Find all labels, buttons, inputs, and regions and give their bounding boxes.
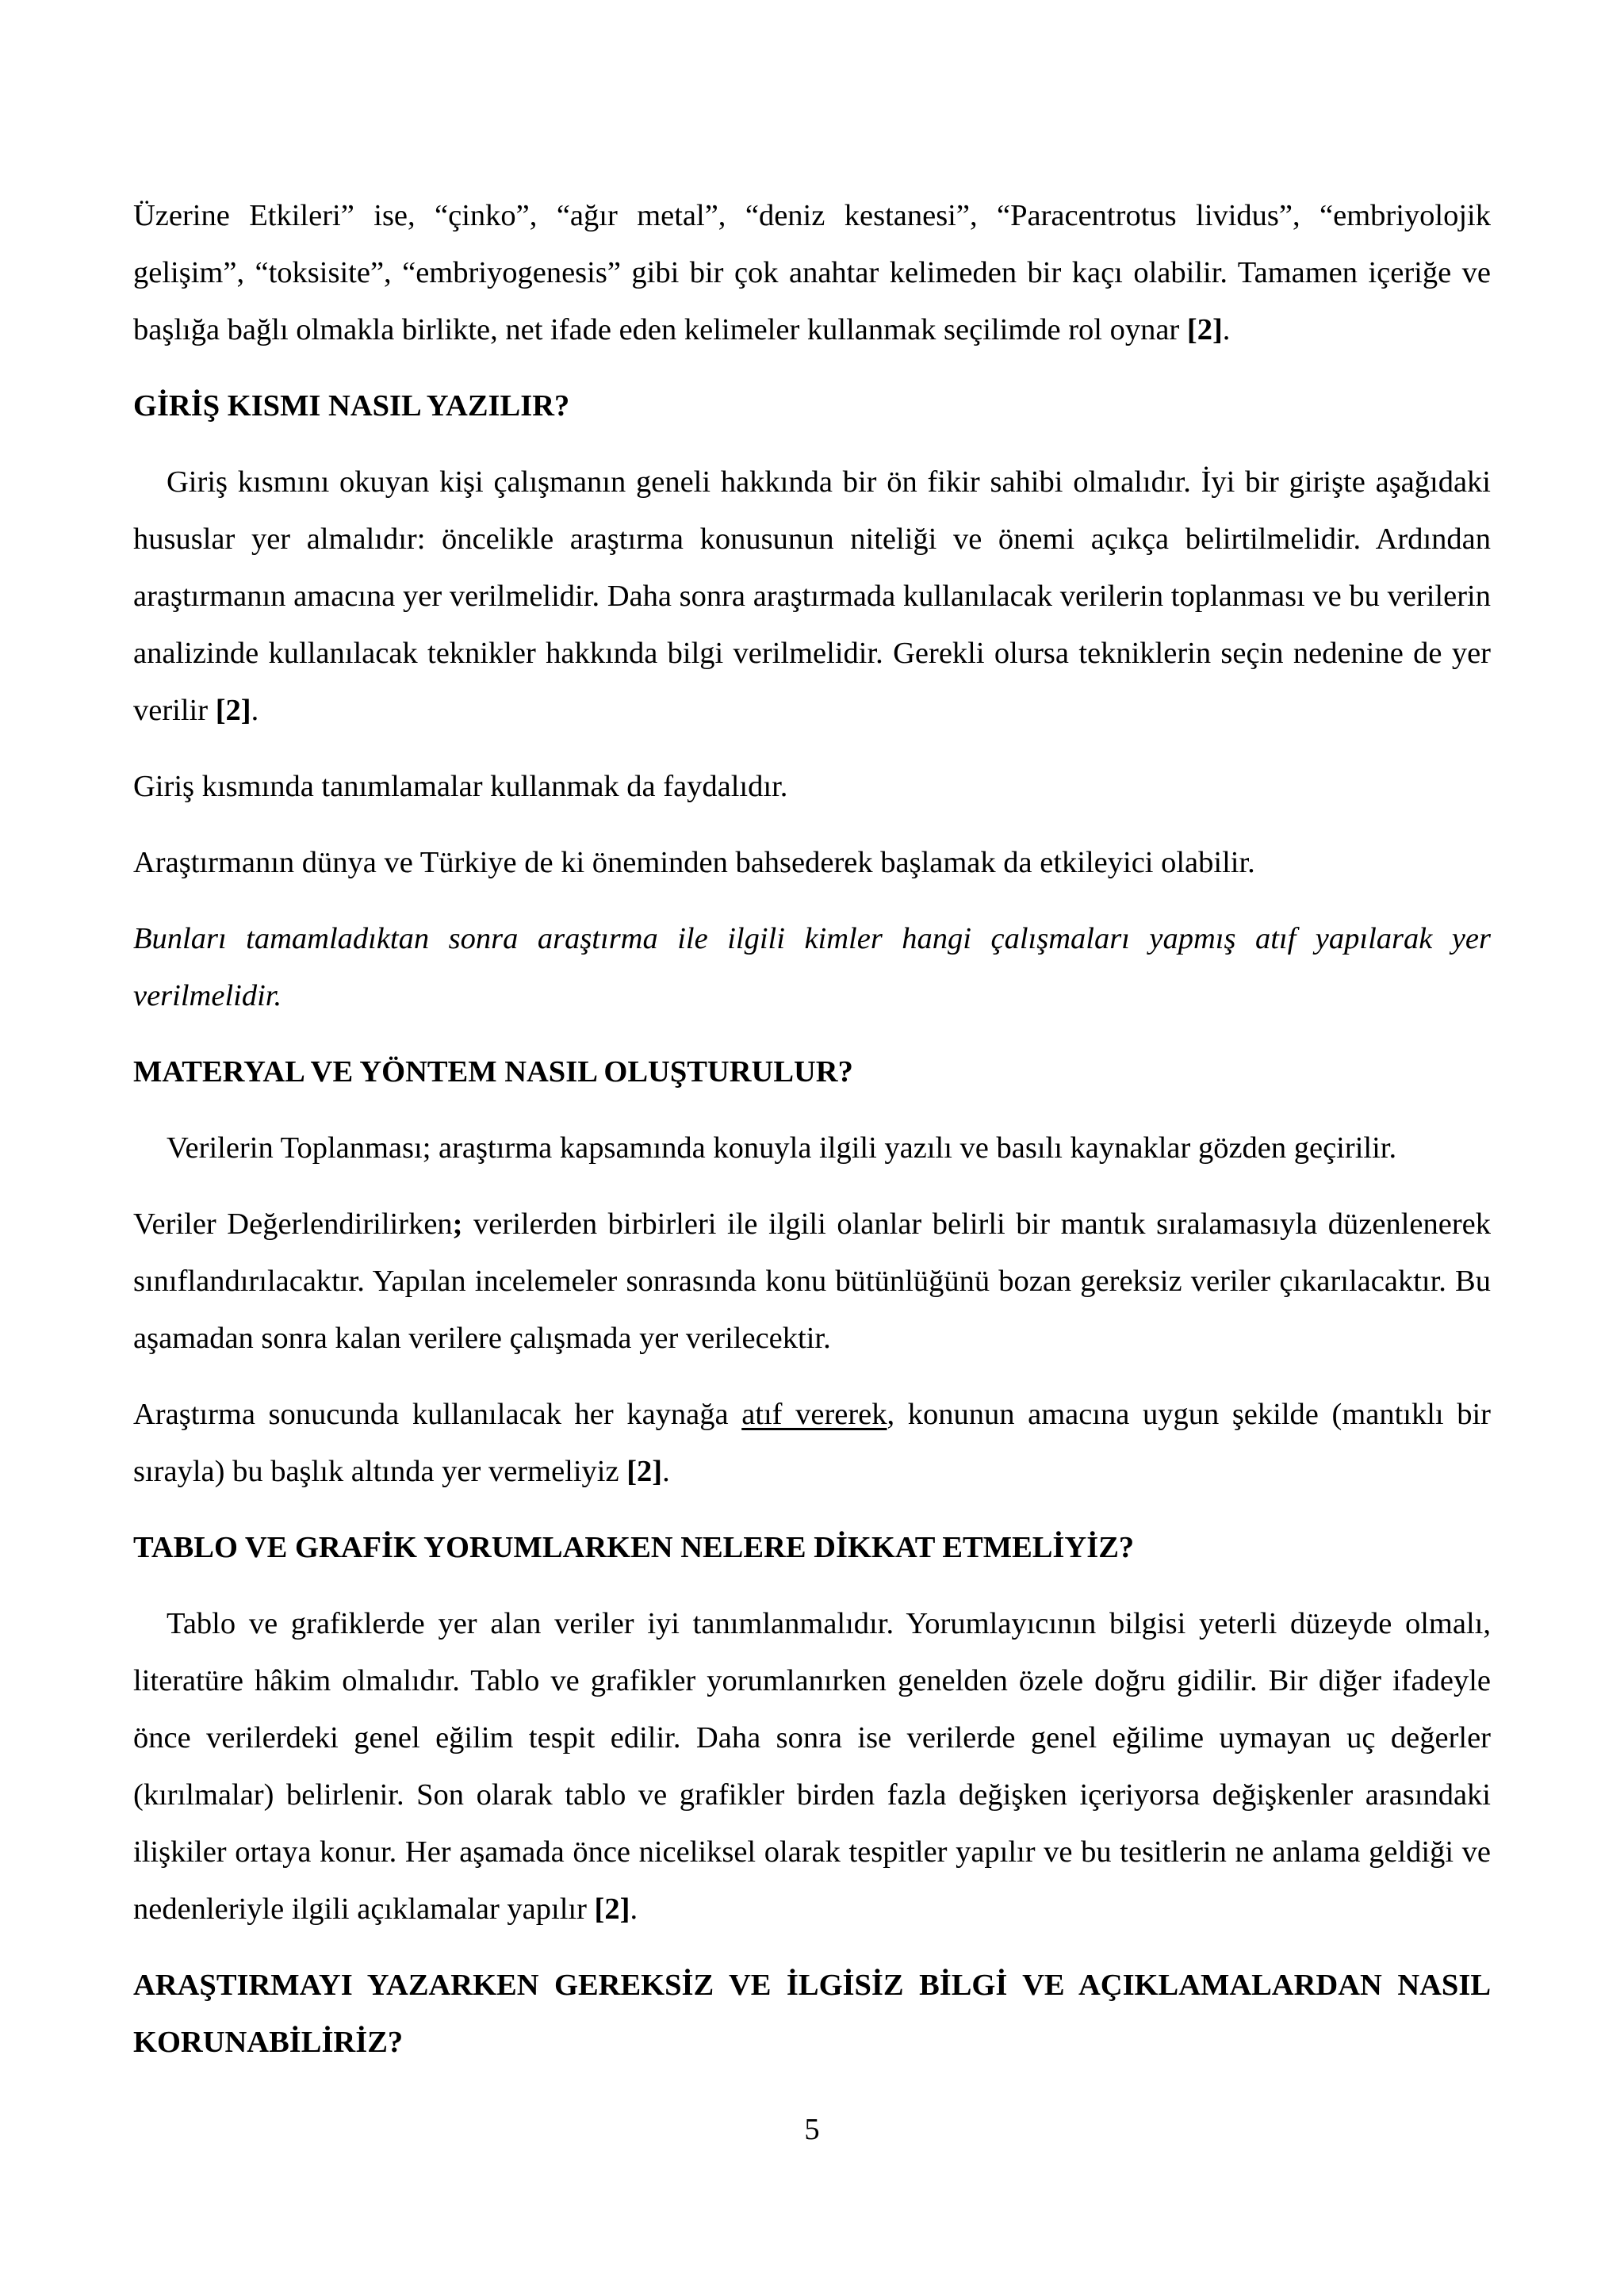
giris-paragraph-4-text: Bunları tamamladıktan sonra araştırma ile ilgili kimler hangi çalışmaları yapmış atıf yapılarak yer verilmelidir. [133, 922, 1491, 1012]
sentence-end: . [630, 1892, 638, 1926]
materyal-paragraph-2-text: verilerden birbirleri ile ilgili olanlar belirli bir mantık sıralamasıyla düzenlenerek sınıflandırılacaktır. Yapılan incelemeler sonrasında konu bütünlüğünü bozan gereksiz veriler çıkarılacaktır. Bu aşamadan sonra kalan verilere çalışmada yer verilecektir. [133, 1207, 1491, 1355]
giris-paragraph-4-italic [133, 910, 1491, 1024]
section-heading-tablo: TABLO VE GRAFİK YORUMLARKEN NELERE DİKKAT ETMELİYİZ? [133, 1531, 1135, 1564]
materyal-paragraph-1: Verilerin Toplanması; araştırma kapsamında konuyla ilgili yazılı ve basılı kaynaklar gözden geçirilir. [167, 1131, 1397, 1165]
underlined-phrase: atıf vererek [741, 1398, 887, 1431]
citation-ref: [2] [1186, 313, 1223, 346]
sentence-end: . [662, 1455, 670, 1488]
sentence-end: . [1222, 313, 1231, 346]
section-heading-giris: GİRİŞ KISMI NASIL YAZILIR? [133, 389, 570, 423]
materyal-paragraph-3-lead: Araştırma sonucunda kullanılacak her kaynağa [133, 1398, 742, 1431]
citation-ref: [2] [215, 694, 251, 727]
materyal-paragraph-2-lead: Veriler Değerlendirilirken [133, 1207, 453, 1241]
section-heading-materyal: MATERYAL VE YÖNTEM NASIL OLUŞTURULUR? [133, 1055, 853, 1089]
document-page [133, 187, 1491, 2071]
giris-paragraph-1 [133, 453, 1491, 739]
materyal-paragraph-3-text: , konunun amacına uygun şekilde (mantıklı bir sırayla) bu başlık altında yer vermeliyiz [133, 1398, 1491, 1488]
materyal-paragraph-2 [133, 1196, 1491, 1367]
section-heading-arastirma: ARAŞTIRMAYI YAZARKEN GEREKSİZ VE İLGİSİZ BİLGİ VE AÇIKLAMALARDAN NASIL KORUNABİLİRİZ? [133, 1969, 1491, 2059]
citation-ref: [2] [626, 1455, 663, 1488]
giris-paragraph-3: Araştırmanın dünya ve Türkiye de ki öneminden bahsederek başlamak da etkileyici olabilir. [133, 846, 1255, 879]
intro-paragraph [133, 187, 1491, 358]
citation-ref: [2] [594, 1892, 630, 1926]
sentence-end: . [251, 694, 259, 727]
giris-paragraph-1-text: Giriş kısmını okuyan kişi çalışmanın geneli hakkında bir ön fikir sahibi olmalıdır. İyi bir girişte aşağıdaki hususlar yer almalıdır: öncelikle araştırma konusunun niteliği ve önemi açıkça belirtilmelidir. Ardından araştırmanın amacına yer verilmelidir. Daha sonra araştırmada kullanılacak verilerin toplanması ve bu verilerin analizinde kullanılacak teknikler hakkında bilgi verilmelidir. Gerekli olursa tekniklerin seçin nedenine de yer verilir [133, 465, 1491, 727]
semicolon-bold: ; [452, 1207, 463, 1241]
intro-paragraph-text: Üzerine Etkileri” ise, “çinko”, “ağır metal”, “deniz kestanesi”, “Paracentrotus lividus”, “embriyolojik gelişim”, “toksisite”, “embriyogenesis” gibi bir çok anahtar kelimeden bir kaçı olabilir. Tamamen içeriğe ve başlığa bağlı olmakla birlikte, net ifade eden kelimeler kullanmak seçilimde rol oynar [133, 199, 1491, 346]
materyal-paragraph-3 [133, 1386, 1491, 1500]
page-number: 5 [804, 2113, 820, 2146]
giris-paragraph-2: Giriş kısmında tanımlamalar kullanmak da faydalıdır. [133, 770, 788, 803]
tablo-paragraph-1-text: Tablo ve grafiklerde yer alan veriler iyi tanımlanmalıdır. Yorumlayıcının bilgisi yeterli düzeyde olmalı, literatüre hâkim olmalıdır. Tablo ve grafikler yorumlanırken genelden özele doğru gidilir. Bir diğer ifadeyle önce verilerdeki genel eğilim tespit edilir. Daha sonra ise verilerde genel eğilime uymayan uç değerler (kırılmalar) belirlenir. Son olarak tablo ve grafikler birden fazla değişken içeriyorsa değişkenler arasındaki ilişkiler ortaya konur. Her aşamada önce niceliksel olarak tespitler yapılır ve bu tesitlerin ne anlama geldiği ve nedenleriyle ilgili açıklamalar yapılır [133, 1607, 1491, 1926]
tablo-paragraph-1 [133, 1595, 1491, 1938]
